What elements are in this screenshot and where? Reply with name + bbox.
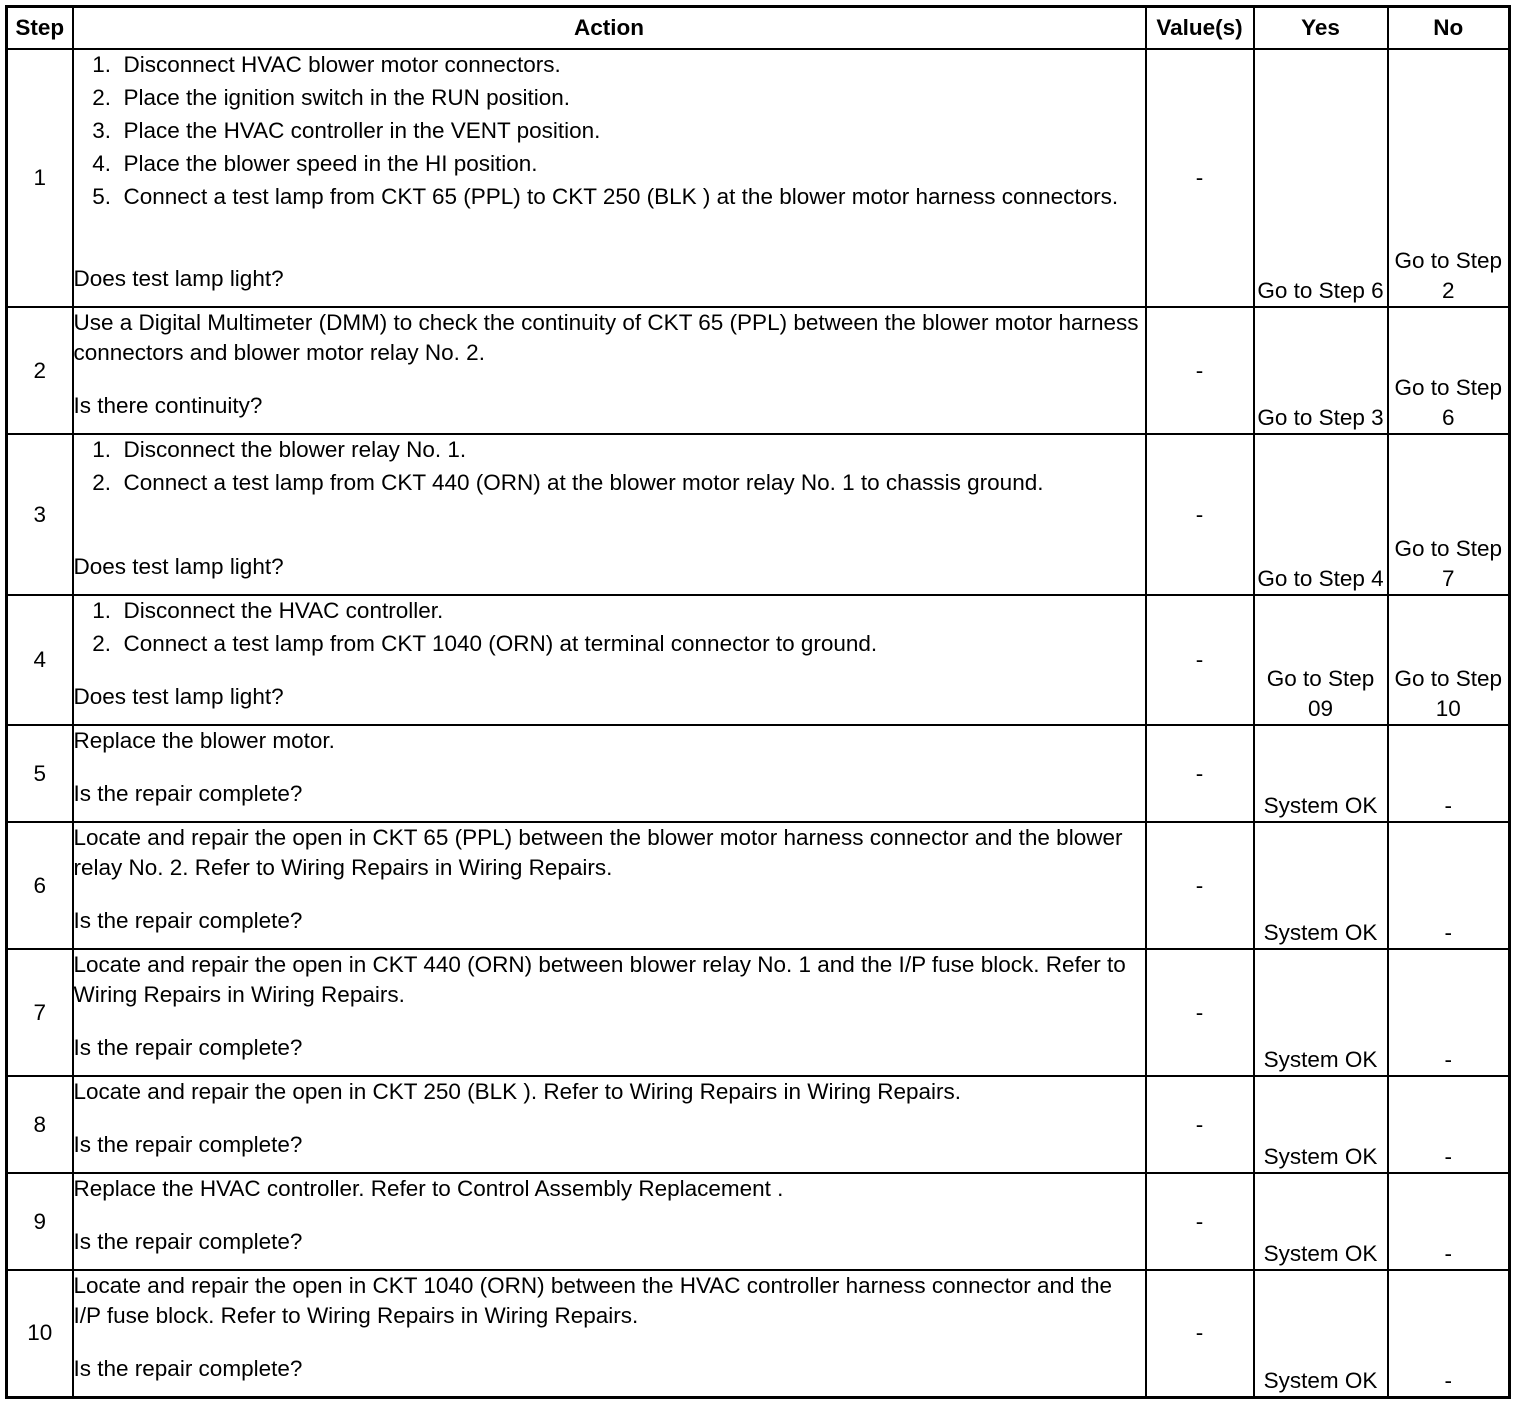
yes-result: Go to Step 6 bbox=[1254, 49, 1388, 307]
value-cell: - bbox=[1146, 822, 1254, 949]
question-text: Does test lamp light? bbox=[73, 554, 284, 579]
value-cell: - bbox=[1146, 949, 1254, 1076]
action-text: Locate and repair the open in CKT 440 (ORN) between blower relay No. 1 and the I/P fuse block. Refer to Wiring Repairs in Wiring Repairs. bbox=[73, 952, 1126, 1007]
no-result: Go to Step 10 bbox=[1388, 595, 1510, 725]
yes-result: System OK bbox=[1254, 949, 1388, 1076]
action-cell bbox=[73, 949, 1146, 1076]
no-result: - bbox=[1388, 1076, 1510, 1173]
step-number: 2 bbox=[7, 307, 73, 434]
no-result: Go to Step 2 bbox=[1388, 49, 1510, 307]
header-values: Value(s) bbox=[1146, 7, 1254, 50]
question-text: Is the repair complete? bbox=[73, 1035, 303, 1060]
yes-result: Go to Step 3 bbox=[1254, 307, 1388, 434]
value-cell: - bbox=[1146, 1173, 1254, 1270]
step-number: 1 bbox=[7, 49, 73, 307]
procedure-step: 1. Disconnect the HVAC controller. bbox=[124, 596, 1145, 626]
step-number: 9 bbox=[7, 1173, 73, 1270]
no-result: - bbox=[1388, 725, 1510, 822]
action-text: Locate and repair the open in CKT 250 (BLK ). Refer to Wiring Repairs in Wiring Repairs. bbox=[73, 1079, 961, 1104]
action-text: Replace the blower motor. bbox=[73, 728, 335, 753]
procedure-step: 5. Connect a test lamp from CKT 65 (PPL) to CKT 250 (BLK ) at the blower motor harness connectors. bbox=[124, 182, 1145, 212]
procedure-list bbox=[74, 50, 1145, 212]
table-row bbox=[7, 1173, 1510, 1270]
no-result: - bbox=[1388, 1270, 1510, 1397]
yes-result: System OK bbox=[1254, 822, 1388, 949]
question-text: Is there continuity? bbox=[73, 393, 263, 418]
action-cell bbox=[73, 1076, 1146, 1173]
value-cell: - bbox=[1146, 434, 1254, 595]
procedure-step: 2. Place the ignition switch in the RUN position. bbox=[124, 83, 1145, 113]
action-cell bbox=[73, 434, 1146, 595]
header-no: No bbox=[1388, 7, 1510, 50]
step-number: 4 bbox=[7, 595, 73, 725]
procedure-step: 3. Place the HVAC controller in the VENT position. bbox=[124, 116, 1145, 146]
no-result: Go to Step 6 bbox=[1388, 307, 1510, 434]
procedure-step: 2. Connect a test lamp from CKT 440 (ORN) at the blower motor relay No. 1 to chassis ground. bbox=[124, 468, 1145, 498]
procedure-step: 2. Connect a test lamp from CKT 1040 (ORN) at terminal connector to ground. bbox=[124, 629, 1145, 659]
action-cell bbox=[73, 725, 1146, 822]
table-row bbox=[7, 307, 1510, 434]
action-cell bbox=[73, 1173, 1146, 1270]
action-text: Replace the HVAC controller. Refer to Control Assembly Replacement . bbox=[73, 1176, 784, 1201]
header-action: Action bbox=[73, 7, 1146, 50]
action-text: Locate and repair the open in CKT 1040 (ORN) between the HVAC controller harness connector and the I/P fuse block. Refer to Wiring Repairs in Wiring Repairs. bbox=[73, 1273, 1113, 1328]
yes-result: System OK bbox=[1254, 1270, 1388, 1397]
table-row bbox=[7, 949, 1510, 1076]
procedure-list bbox=[74, 596, 1145, 659]
question-text: Is the repair complete? bbox=[73, 908, 303, 933]
table-row bbox=[7, 1270, 1510, 1397]
action-cell bbox=[73, 595, 1146, 725]
table-row bbox=[7, 822, 1510, 949]
action-text: Use a Digital Multimeter (DMM) to check the continuity of CKT 65 (PPL) between the blower motor harness connectors and blower motor relay No. 2. bbox=[73, 310, 1139, 365]
no-result: - bbox=[1388, 1173, 1510, 1270]
step-number: 10 bbox=[7, 1270, 73, 1397]
diagnostic-table bbox=[5, 5, 1511, 1399]
value-cell: - bbox=[1146, 307, 1254, 434]
value-cell: - bbox=[1146, 595, 1254, 725]
value-cell: - bbox=[1146, 1076, 1254, 1173]
action-cell bbox=[73, 822, 1146, 949]
action-cell bbox=[73, 49, 1146, 307]
step-number: 5 bbox=[7, 725, 73, 822]
step-number: 6 bbox=[7, 822, 73, 949]
step-number: 8 bbox=[7, 1076, 73, 1173]
value-cell: - bbox=[1146, 725, 1254, 822]
yes-result: System OK bbox=[1254, 1076, 1388, 1173]
question-text: Is the repair complete? bbox=[73, 781, 303, 806]
header-yes: Yes bbox=[1254, 7, 1388, 50]
question-text: Is the repair complete? bbox=[73, 1132, 303, 1157]
action-text: Locate and repair the open in CKT 65 (PPL) between the blower motor harness connector and the blower relay No. 2. Refer to Wiring Repairs in Wiring Repairs. bbox=[73, 825, 1123, 880]
yes-result: Go to Step 4 bbox=[1254, 434, 1388, 595]
table-row bbox=[7, 49, 1510, 307]
header-row bbox=[7, 7, 1510, 50]
yes-result: Go to Step 09 bbox=[1254, 595, 1388, 725]
no-result: Go to Step 7 bbox=[1388, 434, 1510, 595]
question-text: Does test lamp light? bbox=[73, 266, 284, 291]
procedure-step: 1. Disconnect HVAC blower motor connectors. bbox=[124, 50, 1145, 80]
no-result: - bbox=[1388, 822, 1510, 949]
value-cell: - bbox=[1146, 1270, 1254, 1397]
step-number: 3 bbox=[7, 434, 73, 595]
action-cell bbox=[73, 1270, 1146, 1397]
yes-result: System OK bbox=[1254, 1173, 1388, 1270]
question-text: Is the repair complete? bbox=[73, 1356, 303, 1381]
table-row bbox=[7, 725, 1510, 822]
procedure-list bbox=[74, 435, 1145, 498]
header-step: Step bbox=[7, 7, 73, 50]
question-text: Is the repair complete? bbox=[73, 1229, 303, 1254]
question-text: Does test lamp light? bbox=[73, 684, 284, 709]
step-number: 7 bbox=[7, 949, 73, 1076]
yes-result: System OK bbox=[1254, 725, 1388, 822]
procedure-step: 4. Place the blower speed in the HI position. bbox=[124, 149, 1145, 179]
procedure-step: 1. Disconnect the blower relay No. 1. bbox=[124, 435, 1145, 465]
table-row bbox=[7, 1076, 1510, 1173]
table-row bbox=[7, 595, 1510, 725]
table-row bbox=[7, 434, 1510, 595]
action-cell bbox=[73, 307, 1146, 434]
value-cell: - bbox=[1146, 49, 1254, 307]
no-result: - bbox=[1388, 949, 1510, 1076]
